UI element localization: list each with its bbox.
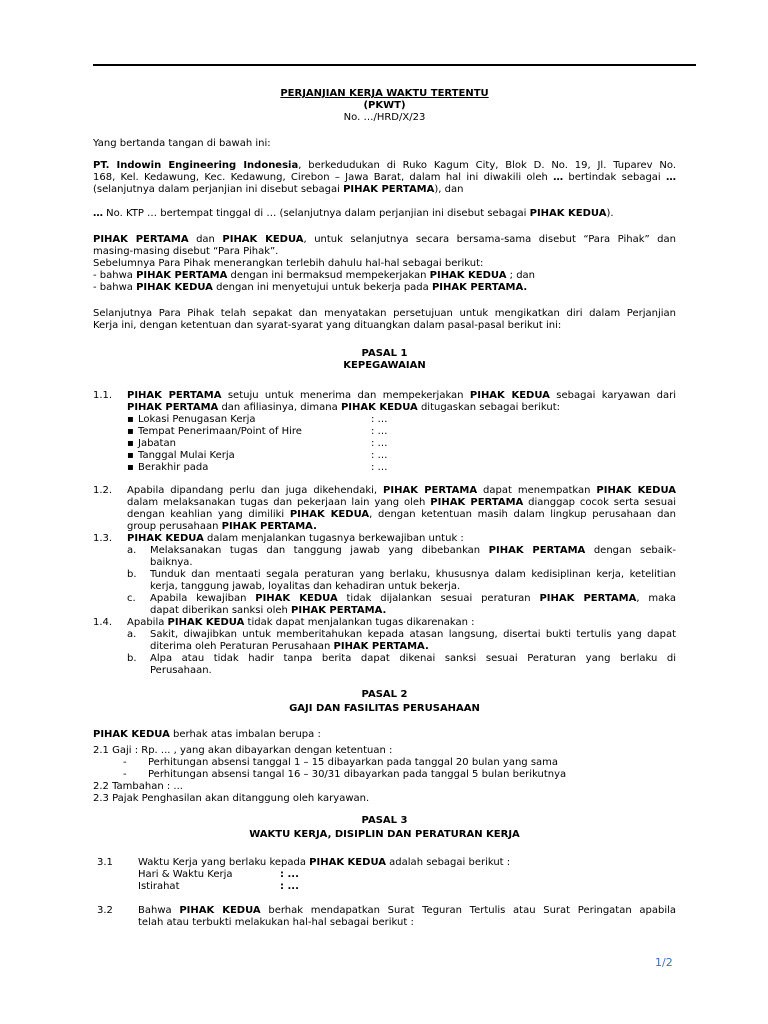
s31-number: 3.1 bbox=[97, 857, 113, 868]
s21-detail2: Perhitungan absensi tangal 16 – 30/31 dibayarkan pada tanggal 5 bulan berikutnya bbox=[148, 769, 567, 780]
s21-dash2: - bbox=[123, 769, 127, 780]
s14-b-label: b. bbox=[127, 653, 137, 664]
s13-number: 1.3. bbox=[93, 533, 113, 544]
agreement-line2: Kerja ini, dengan ketentuan dan syarat-syarat yang dituangkan dalam pasal-pasal berikut ini: bbox=[93, 320, 562, 331]
s12-line2: dalam melaksanakan tugas dan pekerjaan lain yang oleh PIHAK PERTAMA dianggap cocok serta sesuai bbox=[127, 497, 677, 508]
s14-a-line2: diterima oleh Peraturan Perusahaan PIHAK PERTAMA. bbox=[150, 641, 429, 652]
s31-row2-value: : ... bbox=[280, 881, 299, 892]
pasal3-heading: WAKTU KERJA, DISIPLIN DAN PERATURAN KERJA bbox=[249, 829, 520, 840]
party1-line1: PT. Indowin Engineering Indonesia, berkedudukan di Ruko Kagum City, Blok D. No. 19, Jl. Tuparev No. bbox=[93, 160, 676, 171]
s31-row2-label: Istirahat bbox=[138, 881, 180, 892]
s22-line: 2.2 Tambahan : ... bbox=[93, 781, 183, 792]
s12-line4: group perusahaan PIHAK PERTAMA. bbox=[127, 521, 317, 532]
top-rule bbox=[93, 64, 696, 66]
page-number: 1/2 bbox=[655, 956, 673, 969]
pasal2-title: PASAL 2 bbox=[361, 689, 408, 700]
s11-number: 1.1. bbox=[93, 390, 113, 401]
bullet-label: Jabatan bbox=[138, 438, 176, 449]
s13-a-line2: baiknya. bbox=[150, 557, 193, 568]
list-item: ▪ bbox=[127, 438, 134, 449]
party2-line: … No. KTP … bertempat tinggal di … (selanjutnya dalam perjanjian ini disebut sebagai PIHAK KEDUA). bbox=[93, 208, 614, 219]
s12-line3: dengan keahlian yang dimiliki PIHAK KEDUA, dengan ketentuan masih dalam lingkup perusahaan dan bbox=[127, 509, 676, 520]
parties-line5: - bahwa PIHAK KEDUA dengan ini menyetujui untuk bekerja pada PIHAK PERTAMA. bbox=[93, 282, 528, 293]
bullet-value: : … bbox=[371, 438, 388, 449]
s32-number: 3.2 bbox=[97, 905, 113, 916]
s13-a-line1: Melaksanakan tugas dan tanggung jawab yang dibebankan PIHAK PERTAMA dengan sebaik- bbox=[150, 545, 676, 556]
bullet-label: Berakhir pada bbox=[138, 462, 209, 473]
s21-dash1: - bbox=[123, 757, 127, 768]
parties-line4: - bahwa PIHAK PERTAMA dengan ini bermaksud mempekerjakan PIHAK KEDUA ; dan bbox=[93, 270, 536, 281]
bullet-value: : … bbox=[371, 462, 388, 473]
s32-line1: Bahwa PIHAK KEDUA berhak mendapatkan Surat Teguran Tertulis atau Surat Peringatan apabila bbox=[138, 905, 677, 916]
s31-row1-value: : ... bbox=[280, 869, 299, 880]
s13-c-label: c. bbox=[127, 593, 136, 604]
s21-line: 2.1 Gaji : Rp. ... , yang akan dibayarkan dengan ketentuan : bbox=[93, 745, 393, 756]
bullet-value: : … bbox=[371, 426, 388, 437]
list-item: ▪ bbox=[127, 462, 134, 473]
parties-line3: Sebelumnya Para Pihak menerangkan terlebih dahulu hal-hal sebagai berikut: bbox=[93, 258, 484, 269]
bullet-value: : … bbox=[371, 414, 388, 425]
s14-b-line1: Alpa atau tidak hadir tanpa berita dapat dikenai sanksi sesuai Peraturan yang berlaku di bbox=[150, 653, 676, 664]
pasal2-intro: PIHAK KEDUA berhak atas imbalan berupa : bbox=[93, 729, 321, 740]
s13-c-line2: dapat diberikan sanksi oleh PIHAK PERTAMA. bbox=[150, 605, 387, 616]
intro-text: Yang bertanda tangan di bawah ini: bbox=[93, 138, 271, 149]
parties-line2: masing-masing disebut “Para Pihak”. bbox=[93, 246, 279, 257]
bullet-label: Tempat Penerimaan/Point of Hire bbox=[138, 426, 302, 437]
s14-b-line2: Perusahaan. bbox=[150, 665, 212, 676]
list-item: ▪ bbox=[127, 414, 134, 425]
s11-line1: PIHAK PERTAMA setuju untuk menerima dan mempekerjakan PIHAK KEDUA sebagai karyawan dari bbox=[127, 390, 676, 401]
pasal1-title: PASAL 1 bbox=[361, 348, 408, 359]
s13-b-label: b. bbox=[127, 569, 137, 580]
doc-subtitle: (PKWT) bbox=[363, 100, 406, 111]
pasal1-heading: KEPEGAWAIAN bbox=[343, 360, 426, 371]
s14-number: 1.4. bbox=[93, 617, 113, 628]
s13-c-line1: Apabila kewajiban PIHAK KEDUA tidak dijalankan sesuai peraturan PIHAK PERTAMA, maka bbox=[150, 593, 676, 604]
party1-line3: (selanjutnya dalam perjanjian ini disebut sebagai PIHAK PERTAMA), dan bbox=[93, 184, 464, 195]
party1-line2: 168, Kel. Kedawung, Kec. Kedawung, Cirebon – Jawa Barat, dalam hal ini diwakili oleh … bertindak sebagai … bbox=[93, 172, 676, 183]
s13-a-label: a. bbox=[127, 545, 137, 556]
parties-line1: PIHAK PERTAMA dan PIHAK KEDUA, untuk selanjutnya secara bersama-sama disebut “Para Pihak” dan bbox=[93, 234, 676, 245]
s13-b-line2: kerja, tanggung jawab, loyalitas dan kehadiran untuk bekerja. bbox=[150, 581, 461, 592]
list-item: ▪ bbox=[127, 450, 134, 461]
bullet-label: Tanggal Mulai Kerja bbox=[138, 450, 235, 461]
s12-line1: Apabila dipandang perlu dan juga dikehendaki, PIHAK PERTAMA dapat menempatkan PIHAK KEDUA bbox=[127, 485, 676, 496]
s21-detail1: Perhitungan absensi tanggal 1 – 15 dibayarkan pada tanggal 20 bulan yang sama bbox=[148, 757, 559, 768]
s31-line1: Waktu Kerja yang berlaku kepada PIHAK KEDUA adalah sebagai berikut : bbox=[138, 857, 511, 868]
s12-number: 1.2. bbox=[93, 485, 113, 496]
s32-line2: telah atau terbukti melakukan hal-hal sebagai berikut : bbox=[138, 917, 414, 928]
s14-a-label: a. bbox=[127, 629, 137, 640]
list-item: ▪ bbox=[127, 426, 134, 437]
s11-line2: PIHAK PERTAMA dan afiliasinya, dimana PIHAK KEDUA ditugaskan sebagai berikut: bbox=[127, 402, 561, 413]
s14-line1: Apabila PIHAK KEDUA tidak dapat menjalankan tugas dikarenakan : bbox=[127, 617, 475, 628]
pasal3-title: PASAL 3 bbox=[361, 815, 408, 826]
bullet-label: Lokasi Penugasan Kerja bbox=[138, 414, 256, 425]
s14-a-line1: Sakit, diwajibkan untuk memberitahukan kepada atasan langsung, disertai bukti tertulis yang dapat bbox=[150, 629, 676, 640]
pasal2-heading: GAJI DAN FASILITAS PERUSAHAAN bbox=[289, 703, 480, 714]
bullet-value: : … bbox=[371, 450, 388, 461]
s13-b-line1: Tunduk dan mentaati segala peraturan yang berlaku, khususnya dalam kedisiplinan kerja, ketelitian bbox=[150, 569, 676, 580]
doc-title: PERJANJIAN KERJA WAKTU TERTENTU bbox=[280, 88, 489, 99]
s13-line1: PIHAK KEDUA dalam menjalankan tugasnya berkewajiban untuk : bbox=[127, 533, 464, 544]
doc-number: No. …/HRD/X/23 bbox=[343, 112, 426, 123]
s23-line: 2.3 Pajak Penghasilan akan ditanggung oleh karyawan. bbox=[93, 793, 370, 804]
s31-row1-label: Hari & Waktu Kerja bbox=[138, 869, 233, 880]
agreement-line1: Selanjutnya Para Pihak telah sepakat dan menyatakan persetujuan untuk mengikatkan diri dalam Perjanjian bbox=[93, 308, 676, 319]
